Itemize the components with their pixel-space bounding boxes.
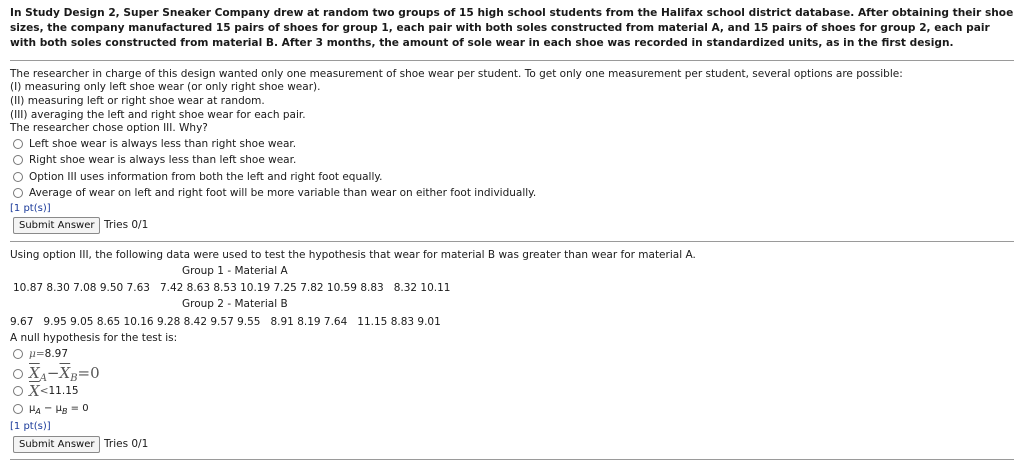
xbar-diff-expression: $\overline{X}_A-\overline{X}_B=0$ xyxy=(29,364,100,384)
q2-option-1-value: 8.97 xyxy=(44,348,69,360)
q2-tries: Tries 0/1 xyxy=(104,438,149,450)
q1-option-2-label: Right shoe wear is always less than left shoe wear. xyxy=(29,154,297,166)
q2-prompt: Using option III, the following data were used to test the hypothesis that wear for material B was greater than wear for material A. xyxy=(10,249,696,261)
q1-option-3[interactable] xyxy=(13,170,382,184)
q1-text-2: (I) measuring only left shoe wear (or only right shoe wear). xyxy=(10,81,321,93)
q2-option-2[interactable] xyxy=(13,364,100,384)
less-than-sign: < xyxy=(39,385,49,397)
q1-points: [1 pt(s)] xyxy=(10,203,51,214)
q1-text-3: (II) measuring left or right shoe wear at random. xyxy=(10,95,265,107)
group1-title: Group 1 - Material A xyxy=(182,265,288,277)
q2-submit-button[interactable]: Submit Answer xyxy=(13,436,100,453)
mu-difference-expression: $\mu_A - \mu_B = 0$ xyxy=(29,402,89,416)
group2-title: Group 2 - Material B xyxy=(182,298,288,310)
q1-submit-button[interactable]: Submit Answer xyxy=(13,217,100,234)
radio-button[interactable] xyxy=(13,369,23,379)
q2-option-3[interactable] xyxy=(13,384,79,398)
radio-button[interactable] xyxy=(13,404,23,414)
q2-option-1[interactable] xyxy=(13,347,68,361)
mu-symbol: μ xyxy=(29,348,36,360)
xbar-symbol: $\overline{X}$ xyxy=(29,382,40,400)
group2-data: 9.67 9.95 9.05 8.65 10.16 9.28 8.42 9.57 9.55 8.91 8.19 7.64 11.15 8.83 9.01 xyxy=(10,316,441,328)
q1-option-2[interactable] xyxy=(13,153,296,167)
radio-button[interactable] xyxy=(13,349,23,359)
divider xyxy=(10,459,1014,460)
radio-button[interactable] xyxy=(13,188,23,198)
equals-sign: = xyxy=(35,348,45,360)
q1-option-3-label: Option III uses information from both the left and right foot equally. xyxy=(29,171,383,183)
q2-option-4[interactable] xyxy=(13,402,89,416)
q2-option-3-value: 11.15 xyxy=(48,385,79,397)
q1-text-1: The researcher in charge of this design wanted only one measurement of shoe wear per student. To get only one measurement per student, several options are possible: xyxy=(10,68,903,80)
problem-intro: In Study Design 2, Super Sneaker Company drew at random two groups of 15 high school students from the Halifax school district database. After obtaining their shoe sizes, the company manufactured 15 pairs of shoes for group 1, each pair with both soles constructed from material A, and 15 pairs of shoes for group 2, each pair with both soles constructed from material B. After 3 months, the amount of sole wear in each shoe was recorded in standardized units, as in the first design. xyxy=(10,7,1014,49)
q2-points: [1 pt(s)] xyxy=(10,421,51,432)
q1-text-4: (III) averaging the left and right shoe wear for each pair. xyxy=(10,109,306,121)
group1-data: 10.87 8.30 7.08 9.50 7.63 7.42 8.63 8.53 10.19 7.25 7.82 10.59 8.83 8.32 10.11 xyxy=(13,282,451,294)
q1-option-4-label: Average of wear on left and right foot will be more variable than wear on either foot individually. xyxy=(29,187,537,199)
hypothesis-prompt: A null hypothesis for the test is: xyxy=(10,332,178,344)
divider xyxy=(10,60,1014,61)
radio-button[interactable] xyxy=(13,139,23,149)
q1-question: The researcher chose option III. Why? xyxy=(10,122,208,134)
radio-button[interactable] xyxy=(13,155,23,165)
q1-option-1-label: Left shoe wear is always less than right shoe wear. xyxy=(29,138,297,150)
radio-button[interactable] xyxy=(13,172,23,182)
radio-button[interactable] xyxy=(13,386,23,396)
divider xyxy=(10,241,1014,242)
q1-tries: Tries 0/1 xyxy=(104,219,149,231)
q1-option-1[interactable] xyxy=(13,137,296,151)
q1-option-4[interactable] xyxy=(13,186,536,200)
